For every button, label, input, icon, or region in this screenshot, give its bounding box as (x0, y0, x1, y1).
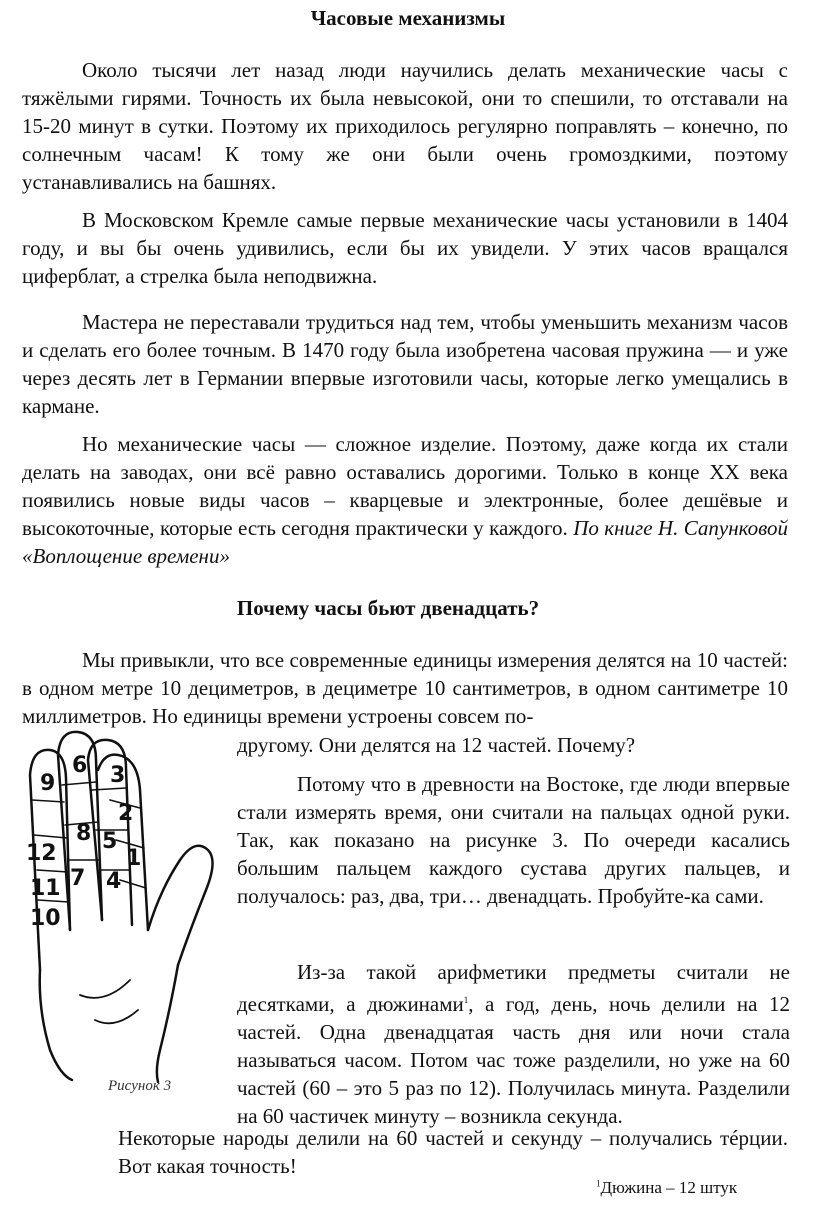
paragraph-3: Мастера не переставали трудиться над тем, чтобы уменьшить механизм часов и сделать его более точным. В 1470 году была изобретена часовая пружина — и уже через десять лет в Германии впервые изготовили часы, которые легко умещались в кармане. (22, 310, 788, 418)
joint-number-9: 9 (40, 771, 56, 796)
section-title-why-twelve: Почему часы бьют двенадцать? (236, 596, 540, 620)
paragraph-7-text-b: , а год, день, ночь делили на 12 частей. Одна двенадцатая часть дня или ночи стала называться часом. Потом час тоже разделили, но уже на 60 частей (60 – это 5 раз по 12). Получилась минута. Разделили на 60 частичек минуту – возникла секунда. (237, 992, 790, 1128)
paragraph-1: Около тысячи лет назад люди научились делать механические часы с тяжёлыми гирями. Точность их была невысокой, они то спешили, то отставали на 15-20 минут в сутки. Поэтому их приходилось регулярно поправлять – конечно, по солнечным часам! К тому же они были очень громоздкими, поэтому устанавливались на башнях. (22, 58, 788, 194)
paragraph-2: В Московском Кремле самые первые механические часы установили в 1404 году, и вы бы очень удивились, если бы их увидели. У этих часов вращался циферблат, а стрелка была неподвижна. (22, 208, 788, 288)
joint-number-10: 10 (30, 906, 61, 931)
paragraph-7 (237, 958, 790, 1130)
paragraph-4 (22, 430, 788, 570)
joint-number-7: 7 (70, 866, 86, 891)
paragraph-5-continued: другому. Они делятся на 12 частей. Почему? (237, 733, 636, 757)
paragraph-4-text: Но механические часы — сложное изделие. Поэтому, даже когда их стали делать на заводах, они всё равно оставались дорогими. Только в конце XX века появились новые виды часов – кварцевые и электронные, более дешёвые и высокоточные, которые есть сегодня практически у каждого. (22, 432, 788, 540)
footnote (596, 1178, 737, 1198)
joint-number-8: 8 (76, 821, 92, 846)
joint-number-4: 4 (106, 869, 122, 894)
joint-number-1: 1 (126, 846, 142, 871)
paragraph-5: Мы привыкли, что все современные единицы измерения делятся на 10 частей: в одном метре 10 дециметров, в дециметре 10 сантиметров, в одном сантиметре 10 миллиметров. Но единицы времени устроены совсем по- (22, 648, 788, 728)
paragraph-7-text-a: Из-за такой арифметики предметы считали не десятками, а дюжинами (237, 960, 790, 1016)
footnote-ref: 1 (463, 995, 469, 1005)
hand-counting-figure (10, 720, 225, 1100)
footnote-text: Дюжина – 12 штук (600, 1178, 738, 1197)
citation: По книге Н. Сапунковой «Воплощение времени» (22, 516, 788, 568)
joint-number-11: 11 (30, 876, 61, 901)
joint-number-2: 2 (118, 801, 134, 826)
footnote-mark: 1 (596, 1178, 601, 1189)
paragraph-6: Потому что в древности на Востоке, где люди впервые стали измерять время, они считали на пальцах одной руки. Так, как показано на рисунке 3. По очереди касались большим пальцем каждого сустава других пальцев, и получалось: раз, два, три… двенадцать. Пробуйте-ка сами. (237, 772, 790, 908)
figure-caption: Рисунок 3 (108, 1078, 172, 1094)
section-title-clockwork: Часовые механизмы (310, 6, 506, 30)
joint-number-6: 6 (72, 753, 88, 778)
paragraph-8: Некоторые народы делили на 60 частей и секунду – получались тéрции. Вот какая точность! (118, 1126, 788, 1178)
joint-number-12: 12 (26, 841, 57, 866)
joint-number-3: 3 (110, 763, 126, 788)
joint-number-5: 5 (102, 829, 118, 854)
